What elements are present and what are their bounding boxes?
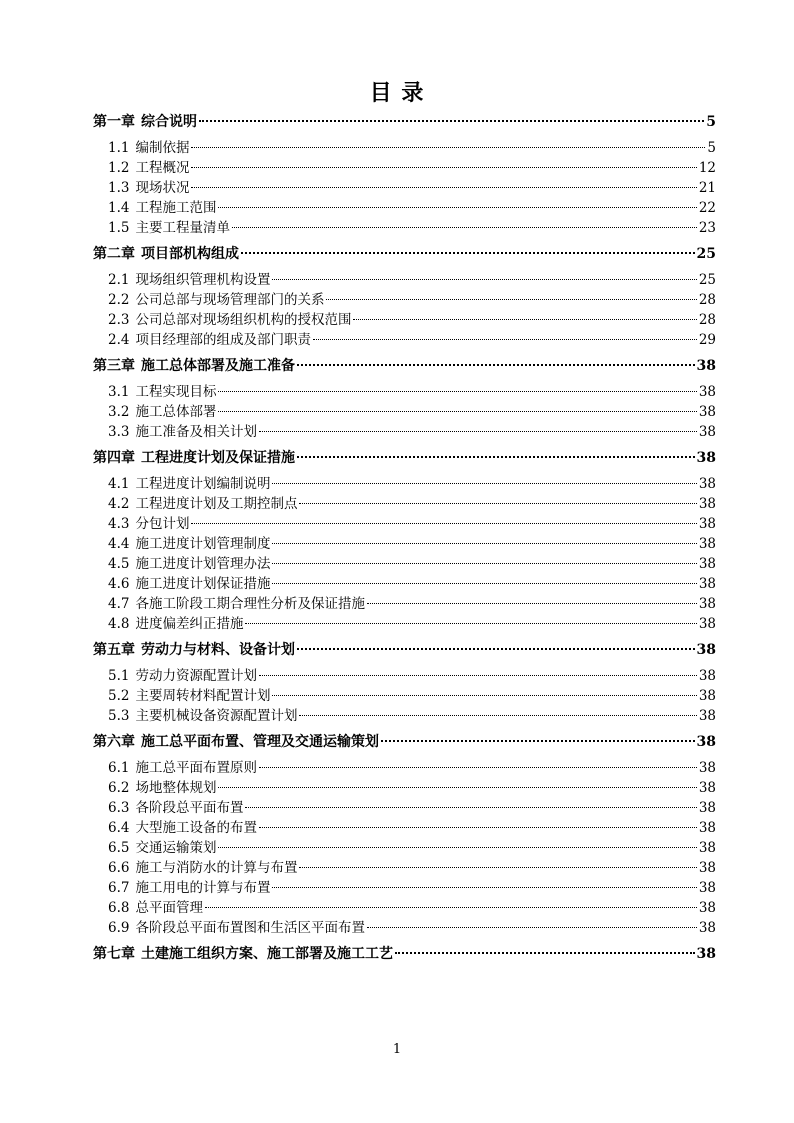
- toc-section-entry[interactable]: [93, 218, 718, 238]
- toc-section-entry[interactable]: [93, 422, 718, 442]
- entry-number: 第二章: [93, 246, 135, 262]
- entry-number: 5.2: [108, 688, 130, 704]
- entry-number: 6.3: [108, 800, 130, 816]
- entry-number: 4.7: [108, 596, 130, 612]
- toc-chapter-entry[interactable]: [93, 356, 718, 376]
- toc-chapter-entry[interactable]: [93, 732, 718, 752]
- toc-section-entry[interactable]: [93, 158, 718, 178]
- entry-number: 6.2: [108, 780, 130, 796]
- entry-page-number: 38: [698, 668, 716, 684]
- entry-number: 第六章: [93, 734, 135, 750]
- dot-leader: [367, 602, 697, 604]
- entry-title: 工程进度计划编制说明: [135, 476, 271, 492]
- entry-page-number: 38: [696, 358, 716, 374]
- entry-page-number: 28: [698, 292, 716, 308]
- entry-title: 主要周转材料配置计划: [135, 688, 271, 704]
- entry-page-number: 38: [696, 642, 716, 658]
- dot-leader: [191, 146, 705, 148]
- dot-leader: [191, 166, 696, 168]
- entry-page-number: 38: [698, 384, 716, 400]
- entry-page-number: 5: [707, 140, 716, 156]
- dot-leader: [272, 694, 696, 696]
- entry-page-number: 38: [698, 476, 716, 492]
- entry-title: 劳动力与材料、设备计划: [141, 642, 295, 658]
- entry-number: 1.1: [108, 140, 130, 156]
- entry-number: 6.9: [108, 920, 130, 936]
- toc-section-entry[interactable]: [93, 614, 718, 634]
- dot-leader: [299, 714, 696, 716]
- entry-title: 编制依据: [135, 140, 190, 156]
- entry-page-number: 38: [698, 536, 716, 552]
- entry-title: 场地整体规划: [135, 780, 217, 796]
- toc-section-entry[interactable]: [93, 402, 718, 422]
- entry-title: 公司总部与现场管理部门的关系: [135, 292, 325, 308]
- toc-section-entry[interactable]: [93, 494, 718, 514]
- dot-leader: [367, 926, 697, 928]
- entry-number: 第三章: [93, 358, 135, 374]
- entry-page-number: 38: [698, 424, 716, 440]
- dot-leader: [326, 298, 696, 300]
- toc-section-entry[interactable]: [93, 918, 718, 938]
- dot-leader: [218, 786, 696, 788]
- dot-leader: [272, 278, 696, 280]
- dot-leader: [297, 455, 695, 458]
- entry-page-number: 38: [698, 404, 716, 420]
- entry-number: 第一章: [93, 114, 135, 130]
- toc-section-entry[interactable]: [93, 474, 718, 494]
- entry-number: 4.8: [108, 616, 130, 632]
- entry-page-number: 28: [698, 312, 716, 328]
- entry-number: 5.3: [108, 708, 130, 724]
- dot-leader: [218, 390, 696, 392]
- entry-number: 4.1: [108, 476, 130, 492]
- dot-leader: [245, 622, 696, 624]
- entry-number: 第七章: [93, 946, 135, 962]
- entry-title: 分包计划: [135, 516, 190, 532]
- toc-section-entry[interactable]: [93, 178, 718, 198]
- entry-number: 6.4: [108, 820, 130, 836]
- entry-number: 6.7: [108, 880, 130, 896]
- toc-section-entry[interactable]: [93, 878, 718, 898]
- dot-leader: [241, 251, 695, 254]
- entry-title: 施工进度计划保证措施: [135, 576, 271, 592]
- entry-number: 2.1: [108, 272, 130, 288]
- entry-title: 施工总体部署: [135, 404, 217, 420]
- entry-title: 施工总平面布置、管理及交通运输策划: [141, 734, 379, 750]
- entry-page-number: 38: [698, 616, 716, 632]
- entry-number: 3.1: [108, 384, 130, 400]
- toc-section-entry[interactable]: [93, 290, 718, 310]
- entry-title: 综合说明: [141, 114, 197, 130]
- entry-title: 施工进度计划管理办法: [135, 556, 271, 572]
- entry-title: 各阶段总平面布置: [135, 800, 244, 816]
- entry-number: 3.3: [108, 424, 130, 440]
- entry-number: 2.3: [108, 312, 130, 328]
- entry-title: 现场组织管理机构设置: [135, 272, 271, 288]
- entry-title: 施工准备及相关计划: [135, 424, 257, 440]
- entry-title: 项目部机构组成: [141, 246, 239, 262]
- dot-leader: [218, 846, 696, 848]
- dot-leader: [272, 562, 696, 564]
- entry-page-number: 38: [698, 516, 716, 532]
- dot-leader: [381, 739, 695, 742]
- entry-page-number: 38: [696, 734, 716, 750]
- entry-title: 各阶段总平面布置图和生活区平面布置: [135, 920, 365, 936]
- entry-number: 6.5: [108, 840, 130, 856]
- entry-page-number: 38: [698, 576, 716, 592]
- toc-chapter-entry[interactable]: [93, 112, 718, 132]
- toc-section-entry[interactable]: [93, 706, 718, 726]
- toc-chapter-entry[interactable]: [93, 244, 718, 264]
- entry-title: 主要机械设备资源配置计划: [135, 708, 298, 724]
- dot-leader: [259, 826, 697, 828]
- entry-page-number: 12: [698, 160, 716, 176]
- dot-leader: [297, 363, 695, 366]
- entry-number: 6.8: [108, 900, 130, 916]
- entry-page-number: 38: [698, 496, 716, 512]
- entry-page-number: 38: [698, 688, 716, 704]
- entry-title: 总平面管理: [135, 900, 203, 916]
- toc-title: 目 录: [369, 80, 425, 106]
- entry-page-number: 38: [698, 760, 716, 776]
- table-of-contents: [93, 112, 718, 964]
- entry-page-number: 25: [698, 272, 716, 288]
- toc-section-entry[interactable]: [93, 778, 718, 798]
- dot-leader: [272, 886, 696, 888]
- entry-title: 项目经理部的组成及部门职责: [135, 332, 311, 348]
- entry-page-number: 38: [698, 840, 716, 856]
- entry-page-number: 21: [698, 180, 716, 196]
- toc-chapter-entry[interactable]: [93, 944, 718, 964]
- dot-leader: [272, 482, 696, 484]
- dot-leader: [218, 206, 696, 208]
- toc-section-entry[interactable]: [93, 758, 718, 778]
- entry-page-number: 38: [698, 800, 716, 816]
- entry-page-number: 38: [698, 880, 716, 896]
- dot-leader: [191, 186, 696, 188]
- dot-leader: [272, 582, 696, 584]
- toc-section-entry[interactable]: [93, 554, 718, 574]
- toc-section-entry[interactable]: [93, 138, 718, 158]
- toc-section-entry[interactable]: [93, 330, 718, 350]
- entry-number: 4.4: [108, 536, 130, 552]
- entry-title: 公司总部对现场组织机构的授权范围: [135, 312, 352, 328]
- entry-page-number: 29: [698, 332, 716, 348]
- entry-number: 1.2: [108, 160, 130, 176]
- toc-section-entry[interactable]: [93, 310, 718, 330]
- entry-page-number: 38: [698, 860, 716, 876]
- entry-title: 进度偏差纠正措施: [135, 616, 244, 632]
- entry-title: 工程施工范围: [135, 200, 217, 216]
- dot-leader: [205, 906, 697, 908]
- toc-section-entry[interactable]: [93, 514, 718, 534]
- toc-section-entry[interactable]: [93, 818, 718, 838]
- entry-page-number: 38: [696, 450, 716, 466]
- entry-title: 劳动力资源配置计划: [135, 668, 257, 684]
- entry-page-number: 38: [698, 556, 716, 572]
- entry-page-number: 38: [698, 820, 716, 836]
- toc-section-entry[interactable]: [93, 382, 718, 402]
- entry-number: 4.5: [108, 556, 130, 572]
- entry-title: 施工进度计划管理制度: [135, 536, 271, 552]
- toc-section-entry[interactable]: [93, 686, 718, 706]
- toc-section-entry[interactable]: [93, 858, 718, 878]
- entry-number: 6.1: [108, 760, 130, 776]
- toc-section-entry[interactable]: [93, 574, 718, 594]
- entry-number: 6.6: [108, 860, 130, 876]
- dot-leader: [245, 806, 696, 808]
- toc-section-entry[interactable]: [93, 270, 718, 290]
- entry-page-number: 38: [698, 708, 716, 724]
- entry-title: 施工用电的计算与布置: [135, 880, 271, 896]
- entry-number: 第五章: [93, 642, 135, 658]
- dot-leader: [297, 647, 695, 650]
- entry-number: 2.2: [108, 292, 130, 308]
- entry-number: 1.5: [108, 220, 130, 236]
- toc-section-entry[interactable]: [93, 666, 718, 686]
- entry-title: 土建施工组织方案、施工部署及施工工艺: [141, 946, 393, 962]
- entry-page-number: 38: [698, 920, 716, 936]
- dot-leader: [218, 410, 696, 412]
- entry-title: 主要工程量清单: [135, 220, 230, 236]
- toc-chapter-entry[interactable]: [93, 448, 718, 468]
- dot-leader: [199, 119, 704, 122]
- entry-page-number: 38: [698, 596, 716, 612]
- entry-title: 工程进度计划及工期控制点: [135, 496, 298, 512]
- entry-number: 3.2: [108, 404, 130, 420]
- entry-title: 工程实现目标: [135, 384, 217, 400]
- entry-page-number: 23: [698, 220, 716, 236]
- dot-leader: [259, 766, 697, 768]
- entry-number: 2.4: [108, 332, 130, 348]
- dot-leader: [272, 542, 696, 544]
- dot-leader: [232, 226, 697, 228]
- toc-section-entry[interactable]: [93, 594, 718, 614]
- entry-title: 现场状况: [135, 180, 190, 196]
- entry-page-number: 38: [698, 780, 716, 796]
- toc-section-entry[interactable]: [93, 838, 718, 858]
- entry-number: 5.1: [108, 668, 130, 684]
- dot-leader: [191, 522, 696, 524]
- toc-section-entry[interactable]: [93, 798, 718, 818]
- toc-section-entry[interactable]: [93, 898, 718, 918]
- entry-title: 施工总平面布置原则: [135, 760, 257, 776]
- dot-leader: [259, 674, 697, 676]
- entry-title: 交通运输策划: [135, 840, 217, 856]
- entry-number: 4.3: [108, 516, 130, 532]
- entry-title: 大型施工设备的布置: [135, 820, 257, 836]
- entry-title: 工程概况: [135, 160, 190, 176]
- dot-leader: [299, 866, 696, 868]
- toc-chapter-entry[interactable]: [93, 640, 718, 660]
- dot-leader: [353, 318, 696, 320]
- page-number: 1: [392, 1042, 402, 1057]
- entry-page-number: 5: [706, 114, 716, 130]
- entry-number: 1.3: [108, 180, 130, 196]
- entry-title: 工程进度计划及保证措施: [141, 450, 295, 466]
- entry-title: 各施工阶段工期合理性分析及保证措施: [135, 596, 365, 612]
- dot-leader: [313, 338, 697, 340]
- entry-page-number: 22: [698, 200, 716, 216]
- entry-number: 第四章: [93, 450, 135, 466]
- entry-page-number: 25: [696, 246, 716, 262]
- dot-leader: [395, 951, 695, 954]
- dot-leader: [259, 430, 697, 432]
- entry-page-number: 38: [698, 900, 716, 916]
- toc-section-entry[interactable]: [93, 198, 718, 218]
- entry-title: 施工总体部署及施工准备: [141, 358, 295, 374]
- entry-title: 施工与消防水的计算与布置: [135, 860, 298, 876]
- entry-page-number: 38: [696, 946, 716, 962]
- entry-number: 1.4: [108, 200, 130, 216]
- toc-section-entry[interactable]: [93, 534, 718, 554]
- entry-number: 4.6: [108, 576, 130, 592]
- dot-leader: [299, 502, 696, 504]
- entry-number: 4.2: [108, 496, 130, 512]
